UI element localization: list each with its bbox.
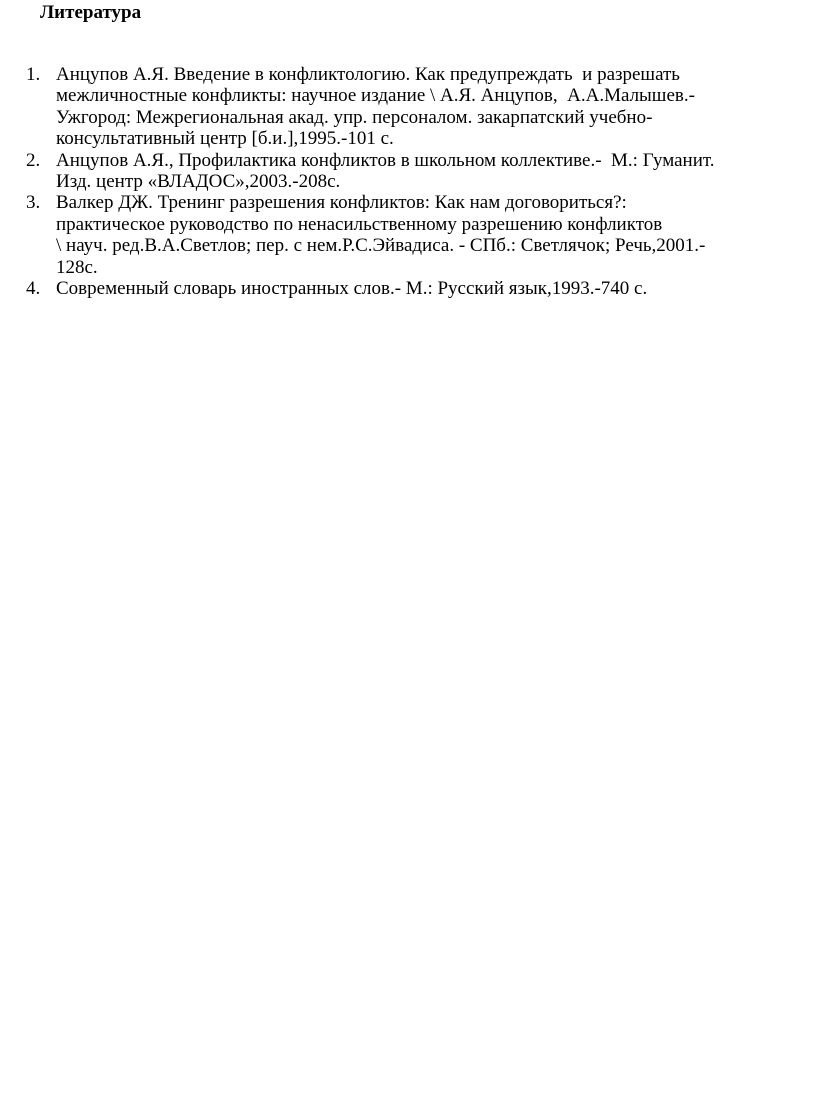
- reference-number: 1.: [26, 64, 41, 85]
- reference-text-line: межличностные конфликты: научное издание \ А.Я. Анцупов, А.А.Малышев.-: [56, 85, 695, 107]
- reference-item: [0, 64, 760, 150]
- reference-text-line: Анцупов А.Я., Профилактика конфликтов в школьном коллективе.- М.: Гуманит.: [56, 149, 715, 171]
- reference-item: [0, 192, 760, 278]
- reference-text-line: консультативный центр [б.и.],1995.-101 с.: [56, 128, 394, 150]
- page-heading: Литература: [40, 2, 142, 23]
- reference-number: 4.: [26, 278, 41, 300]
- reference-text-line: Валкер ДЖ. Тренинг разрешения конфликтов: Как нам договориться?:: [56, 192, 627, 214]
- reference-text-line: Современный словарь иностранных слов.- М.: Русский язык,1993.-740 с.: [56, 278, 648, 300]
- reference-item: [0, 150, 760, 193]
- reference-text-line: Анцупов А.Я. Введение в конфликтологию. Как предупреждать и разрешать: [56, 64, 680, 85]
- reference-text-line: \ науч. ред.В.А.Светлов; пер. с нем.Р.С.Эйвадиса. - СПб.: Светлячок; Речь,2001.-: [56, 235, 706, 257]
- reference-text-line: 128с.: [56, 256, 98, 278]
- reference-text-line: практическое руководство по ненасильственному разрешению конфликтов: [56, 213, 663, 235]
- reference-text-line: Изд. центр «ВЛАДОС»,2003.-208с.: [56, 171, 341, 193]
- reference-list: [0, 64, 760, 299]
- reference-item: [0, 278, 760, 299]
- reference-number: 3.: [26, 192, 41, 214]
- reference-number: 2.: [26, 149, 41, 171]
- reference-text-line: Ужгород: Межрегиональная акад. упр. персоналом. закарпатский учебно-: [56, 106, 653, 128]
